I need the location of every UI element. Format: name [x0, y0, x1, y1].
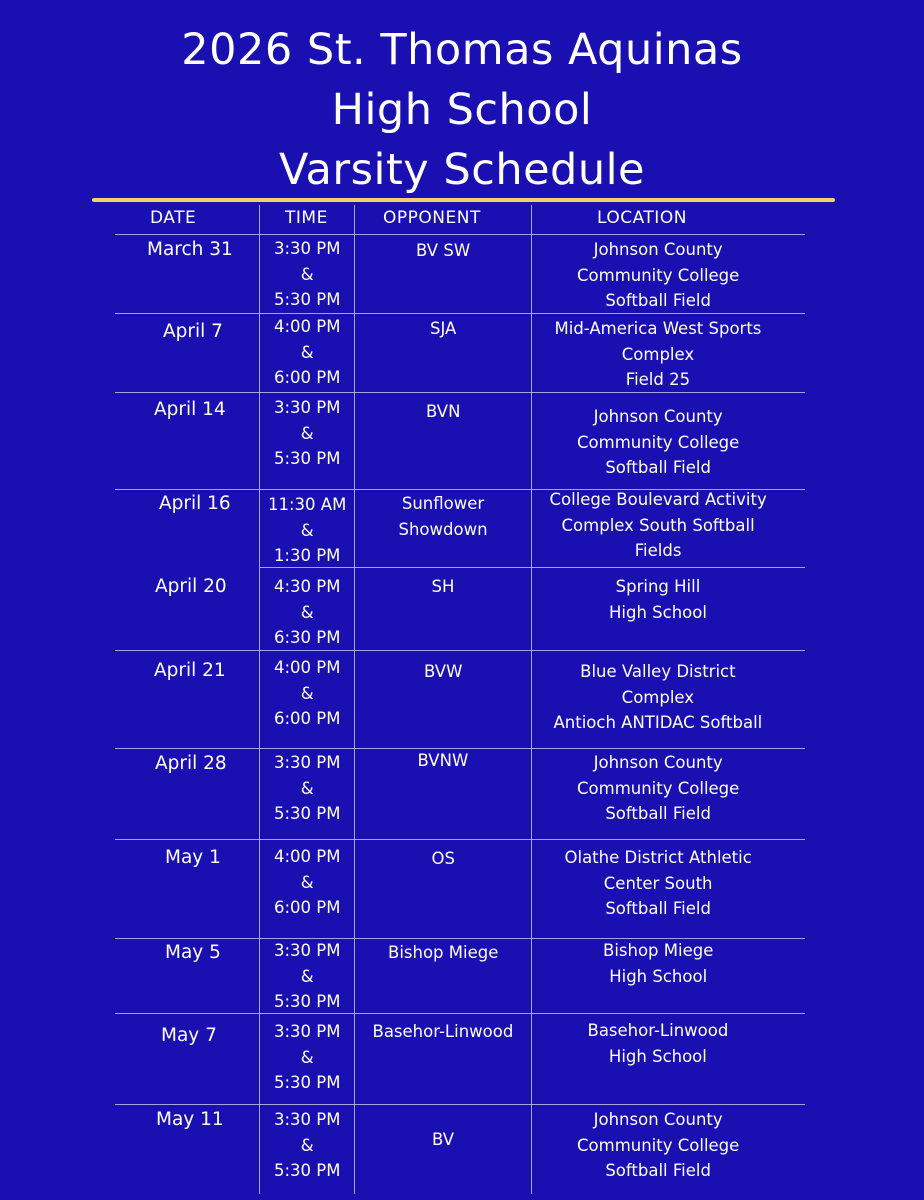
game-location-line: Blue Valley District [580, 662, 736, 681]
game-location [588, 1018, 729, 1069]
column-divider [531, 205, 532, 1194]
game-time-line: 5:30 PM [274, 1073, 341, 1093]
schedule-title [0, 20, 924, 200]
game-location-line: Basehor-Linwood [587, 1021, 729, 1040]
game-location-line: Softball Field [605, 899, 711, 919]
game-location [550, 487, 767, 564]
game-time-line: 1:30 PM [273, 546, 341, 566]
game-time-line: 3:30 PM [274, 398, 341, 417]
game-time-line: 3:30 PM [274, 941, 341, 960]
game-opponent [430, 316, 456, 342]
game-location-line: Community College [577, 778, 740, 798]
game-location-line: Antioch ANTIDAC Softball [553, 713, 763, 733]
game-time-line: & [300, 602, 314, 622]
column-header-date: DATE [150, 208, 197, 228]
game-location-line: Community College [577, 432, 740, 452]
game-time [274, 314, 340, 391]
game-location-line: Mid-America West Sports [554, 319, 762, 338]
game-opponent-line: OS [431, 849, 455, 868]
game-time-line: 5:30 PM [274, 290, 341, 310]
game-time-line: 6:30 PM [274, 628, 341, 648]
game-opponent-line: SJA [430, 319, 457, 338]
game-time-line: & [300, 423, 314, 443]
game-date: May 7 [161, 1025, 217, 1046]
column-header-time: TIME [285, 208, 328, 228]
game-time-line: & [300, 872, 314, 892]
game-location [577, 404, 739, 481]
game-location-line: Johnson County [593, 240, 723, 259]
game-location-line: Softball Field [605, 804, 711, 824]
game-time-line: 5:30 PM [274, 449, 341, 469]
game-location-line: High School [608, 1046, 707, 1066]
game-time-line: 3:30 PM [274, 239, 341, 258]
title-line-3: Varsity Schedule [278, 145, 646, 195]
game-location [577, 750, 739, 827]
game-time-line: 5:30 PM [274, 992, 341, 1012]
game-location [577, 1107, 739, 1184]
game-time-line: & [300, 264, 314, 284]
game-opponent [432, 1127, 454, 1153]
game-date: May 11 [156, 1109, 224, 1130]
game-opponent-line: Bishop Miege [388, 943, 499, 962]
game-date: March 31 [147, 239, 233, 260]
game-location-line: High School [609, 966, 708, 986]
game-time [274, 938, 340, 1015]
game-time-line: 4:00 PM [274, 658, 341, 677]
game-opponent [416, 238, 470, 264]
row-divider [115, 1104, 805, 1105]
column-divider [354, 205, 355, 1194]
game-time-line: 6:00 PM [274, 368, 341, 388]
game-opponent [399, 491, 488, 542]
title-line-2: High School [331, 85, 593, 135]
game-location-line: Complex South Softball [561, 515, 755, 535]
game-time [274, 236, 340, 313]
game-location-line: Bishop Miege [603, 941, 714, 960]
game-time [274, 750, 340, 827]
game-time-line: 3:30 PM [274, 753, 341, 772]
game-time [274, 1019, 340, 1096]
column-divider [259, 205, 260, 1194]
game-location-line: Community College [577, 265, 740, 285]
game-location-line: High School [609, 602, 707, 622]
row-divider [115, 650, 805, 651]
game-time-line: 4:30 PM [274, 577, 341, 596]
game-time [274, 655, 340, 732]
game-opponent-line: Sunflower [401, 494, 485, 513]
game-location-line: Community College [577, 1135, 740, 1155]
game-date: April 14 [154, 399, 226, 420]
game-date: April 7 [163, 321, 223, 342]
game-location-line: Spring Hill [615, 577, 701, 596]
game-date: May 1 [165, 847, 221, 868]
game-opponent-line: BV SW [416, 241, 471, 260]
game-location-line: Field 25 [625, 370, 691, 390]
game-time-line: 5:30 PM [274, 804, 341, 824]
title-line-1: 2026 St. Thomas Aquinas [181, 25, 743, 75]
game-time-line: 4:00 PM [274, 317, 341, 336]
game-location-line: Softball Field [605, 291, 711, 311]
game-location-line: Johnson County [593, 753, 723, 772]
game-location-line: Johnson County [593, 1110, 723, 1129]
game-opponent-line: Basehor-Linwood [372, 1022, 514, 1041]
game-opponent [432, 574, 455, 600]
game-opponent-line: BVW [424, 662, 463, 681]
game-time-line: & [300, 1135, 314, 1155]
game-time-line: 11:30 AM [268, 495, 347, 514]
game-location-line: Olathe District Athletic [564, 848, 752, 867]
game-time-line: 4:00 PM [274, 847, 341, 866]
game-location [565, 845, 752, 922]
game-time [274, 574, 340, 651]
game-location-line: Johnson County [593, 407, 723, 426]
game-location [577, 237, 739, 314]
game-location-line: Fields [634, 541, 682, 561]
row-divider [115, 1013, 805, 1014]
row-divider [115, 839, 805, 840]
game-time-line: & [300, 778, 314, 798]
game-opponent [426, 399, 460, 425]
game-time-line: 3:30 PM [274, 1022, 341, 1041]
row-divider [115, 234, 805, 235]
game-opponent-line: SH [431, 577, 455, 596]
game-date: April 28 [155, 753, 227, 774]
game-location-line: Complex [621, 687, 695, 707]
game-location [603, 938, 713, 989]
game-opponent-line: BVN [426, 402, 461, 421]
game-opponent [418, 748, 469, 774]
game-time [268, 492, 346, 569]
game-time-line: & [300, 966, 314, 986]
game-time-line: 6:00 PM [274, 709, 341, 729]
game-location [554, 659, 763, 736]
game-time-line: 5:30 PM [274, 1161, 341, 1181]
game-time [274, 395, 340, 472]
column-header-location: LOCATION [597, 208, 687, 228]
game-location-line: College Boulevard Activity [549, 490, 767, 509]
game-location [609, 574, 707, 625]
game-time-line: 3:30 PM [274, 1110, 341, 1129]
game-location-line: Complex [621, 344, 695, 364]
game-opponent [432, 846, 455, 872]
game-location-line: Softball Field [605, 458, 711, 478]
game-date: April 20 [155, 576, 227, 597]
game-time-line: & [300, 1047, 314, 1067]
game-location-line: Center South [603, 873, 713, 893]
game-opponent-line: BVNW [417, 751, 469, 770]
game-time-line: 6:00 PM [274, 898, 341, 918]
game-location-line: Softball Field [605, 1161, 711, 1181]
game-time-line: & [300, 520, 314, 540]
game-time [274, 1107, 340, 1184]
game-date: May 5 [165, 942, 221, 963]
game-date: April 16 [159, 493, 231, 514]
game-opponent-line: BV [432, 1130, 455, 1149]
game-opponent [424, 659, 462, 685]
column-header-opponent: OPPONENT [383, 208, 481, 228]
game-opponent-line: Showdown [398, 519, 488, 539]
game-time-line: & [300, 683, 314, 703]
game-date: April 21 [154, 660, 226, 681]
game-time-line: & [300, 342, 314, 362]
game-time [274, 844, 340, 921]
game-location [555, 316, 762, 393]
game-opponent [373, 1019, 514, 1045]
game-opponent [388, 940, 498, 966]
title-underline [92, 198, 835, 202]
